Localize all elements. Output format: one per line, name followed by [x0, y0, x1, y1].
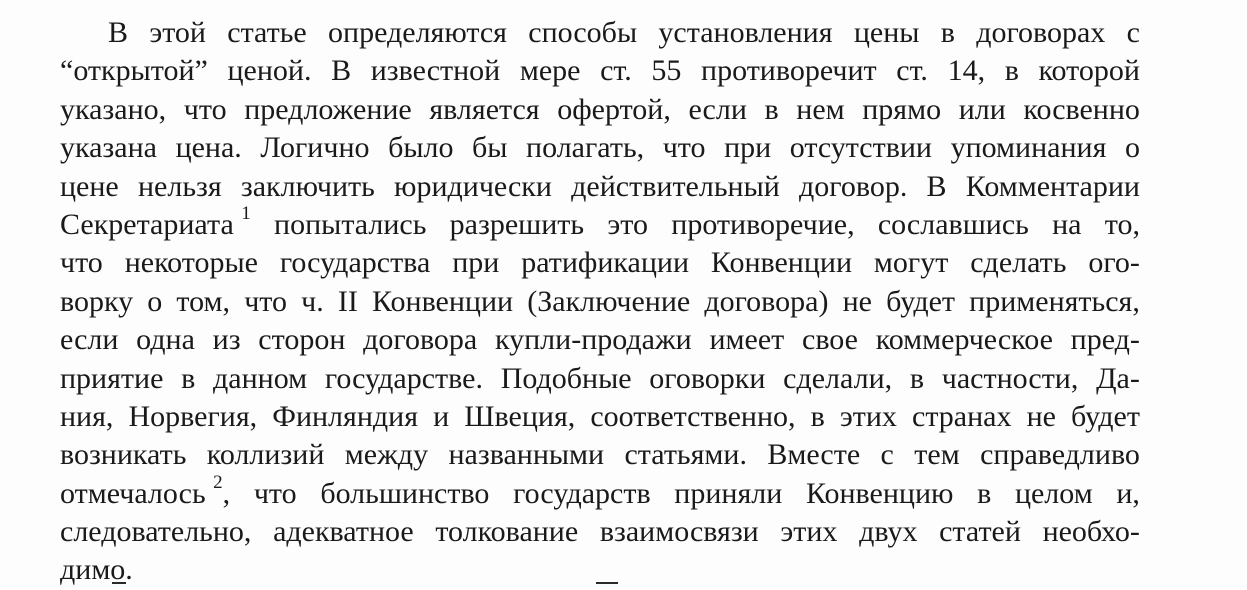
footnote-marker: 2 — [213, 471, 223, 493]
word: применяться, — [969, 284, 1140, 318]
word: о — [1124, 131, 1140, 165]
word: при — [452, 246, 500, 280]
word: (Заключение — [527, 284, 691, 318]
word: это — [607, 207, 648, 241]
text-line — [60, 283, 1140, 321]
word: установления — [658, 16, 833, 49]
word: коллизий — [206, 438, 325, 472]
word: В — [108, 16, 129, 49]
word: в — [940, 16, 955, 49]
word: сторон — [258, 323, 346, 357]
word: в — [977, 476, 992, 510]
word: цене — [60, 169, 119, 203]
paragraph — [60, 14, 1140, 590]
word: следовательно, — [60, 515, 252, 549]
word: действительный — [571, 169, 780, 203]
word: этих — [839, 399, 897, 433]
word: или — [958, 92, 1006, 126]
word: В — [331, 54, 352, 88]
word: договорах — [976, 16, 1106, 49]
word: попытались — [274, 207, 427, 241]
word: свое — [802, 323, 858, 357]
word: приняли — [674, 476, 783, 510]
word: сославшись — [877, 207, 1029, 241]
word: Комментарии — [965, 169, 1140, 203]
word: ст. — [600, 54, 632, 88]
text-line — [60, 321, 1140, 359]
word: было — [388, 131, 454, 165]
word: необхо- — [1042, 515, 1140, 549]
word: взаимосвязи — [599, 515, 759, 549]
text-line — [60, 129, 1140, 167]
word: ст. — [896, 54, 928, 88]
word: бы — [472, 131, 508, 165]
word: справедливо — [980, 438, 1140, 472]
word: упоминания — [950, 131, 1107, 165]
text-line — [60, 202, 1140, 244]
text-line — [60, 360, 1140, 398]
word: 55 — [651, 54, 682, 88]
word: ворку — [60, 284, 134, 318]
word: Вместе — [767, 438, 861, 472]
word: указано, — [60, 92, 167, 126]
word: 14, — [947, 54, 986, 88]
text-line — [60, 436, 1140, 474]
word: частности, — [941, 361, 1079, 395]
word: возникать — [60, 438, 187, 472]
word: димо. — [60, 553, 133, 587]
text-line — [60, 471, 1140, 513]
word: ого- — [1088, 246, 1140, 280]
footnote-marker: 1 — [241, 202, 251, 224]
word: и, — [1116, 476, 1140, 510]
word: из — [212, 323, 241, 357]
word: большинство — [320, 476, 490, 510]
word: ния, — [60, 399, 114, 433]
word: коммерческое — [875, 323, 1053, 357]
word: с — [1126, 16, 1140, 49]
word: Подобные — [500, 361, 632, 395]
word: договора) — [704, 284, 829, 318]
text-line — [60, 91, 1140, 129]
word: данном — [213, 361, 308, 395]
text-line — [60, 52, 1140, 90]
word: юридически — [394, 169, 552, 203]
word: Конвенции — [372, 284, 514, 318]
word: одна — [136, 323, 195, 357]
word: в — [764, 92, 779, 126]
word: Логично — [260, 131, 370, 165]
word: государстве. — [324, 361, 483, 395]
word: купли-продажи — [494, 323, 692, 357]
word: Конвенцию — [805, 476, 954, 510]
word: “открытой” — [60, 54, 208, 88]
word: отсутствии — [789, 131, 932, 165]
word: что — [253, 476, 297, 510]
word: полагать, — [526, 131, 645, 165]
word: Норвегия, — [128, 399, 258, 433]
word: статьями. — [624, 438, 747, 472]
word: не — [842, 284, 872, 318]
word: странах — [912, 399, 1012, 433]
word: II — [337, 284, 358, 318]
word: Финляндия — [272, 399, 419, 433]
word: ратификации — [521, 246, 690, 280]
word: в — [909, 361, 925, 395]
word: разрешить — [449, 207, 585, 241]
word: прямо — [862, 92, 942, 126]
word: не — [1026, 399, 1056, 433]
word: известной — [370, 54, 501, 88]
word: государств — [513, 476, 651, 510]
word: способы — [528, 16, 638, 49]
word: будет — [1071, 399, 1140, 433]
word: цены — [853, 16, 920, 49]
word: ценой. — [227, 54, 312, 88]
word: Швеция, — [464, 399, 576, 433]
word: Конвенции — [710, 246, 853, 280]
word: названными — [448, 438, 605, 472]
word: в — [810, 399, 825, 433]
word: статье — [227, 16, 307, 49]
word: заключить — [240, 169, 375, 203]
text-line — [60, 14, 1140, 52]
word: и — [433, 399, 450, 433]
word: на — [1052, 207, 1082, 241]
word: офертой, — [557, 92, 671, 126]
word: договора — [363, 323, 478, 357]
text-line — [60, 244, 1140, 282]
word: отмечалось $^2$, — [60, 471, 231, 510]
word: нем — [796, 92, 845, 126]
word: В — [926, 169, 947, 203]
word: противоречит — [701, 54, 877, 88]
word: двух — [859, 515, 918, 549]
word: предложение — [244, 92, 412, 126]
text-line — [60, 513, 1140, 551]
word: оговорки — [649, 361, 766, 395]
word: что — [244, 284, 287, 318]
text-line — [60, 168, 1140, 206]
word: с — [880, 438, 894, 472]
word: определяются — [328, 16, 507, 49]
word: то, — [1104, 207, 1140, 241]
word: Секретариата $^1$ — [60, 202, 251, 241]
word: между — [344, 438, 429, 472]
word: государства — [279, 246, 431, 280]
word: сделали, — [783, 361, 893, 395]
word: адекватное — [273, 515, 414, 549]
word: о — [147, 284, 163, 318]
word: статей — [939, 515, 1021, 549]
word: если — [60, 323, 119, 357]
word: противоречие, — [671, 207, 855, 241]
word: в — [181, 361, 196, 395]
word: договор. — [799, 169, 908, 203]
word: некоторые — [124, 246, 258, 280]
word: этой — [149, 16, 206, 49]
word: сделать — [970, 246, 1067, 280]
word: этих — [780, 515, 838, 549]
text-line — [60, 398, 1140, 436]
word: толкование — [435, 515, 579, 549]
word: ч. — [301, 284, 324, 318]
word: является — [429, 92, 540, 126]
word: соответственно, — [590, 399, 796, 433]
word: мере — [519, 54, 581, 88]
word: что — [60, 246, 103, 280]
word: косвенно — [1023, 92, 1140, 126]
word: том, — [176, 284, 231, 318]
word: тем — [914, 438, 960, 472]
word: нельзя — [137, 169, 222, 203]
word: если — [688, 92, 747, 126]
word: Да- — [1096, 361, 1140, 395]
word: в — [1004, 54, 1019, 88]
word: указана — [60, 131, 157, 165]
word: при — [724, 131, 772, 165]
word: которой — [1038, 54, 1140, 88]
word: что — [662, 131, 706, 165]
word: имеет — [709, 323, 785, 357]
word: приятие — [60, 361, 164, 395]
word: могут — [873, 246, 949, 280]
word: что — [183, 92, 227, 126]
word: будет — [886, 284, 956, 318]
word: пред- — [1070, 323, 1140, 357]
word: цена. — [175, 131, 242, 165]
word: целом — [1014, 476, 1093, 510]
